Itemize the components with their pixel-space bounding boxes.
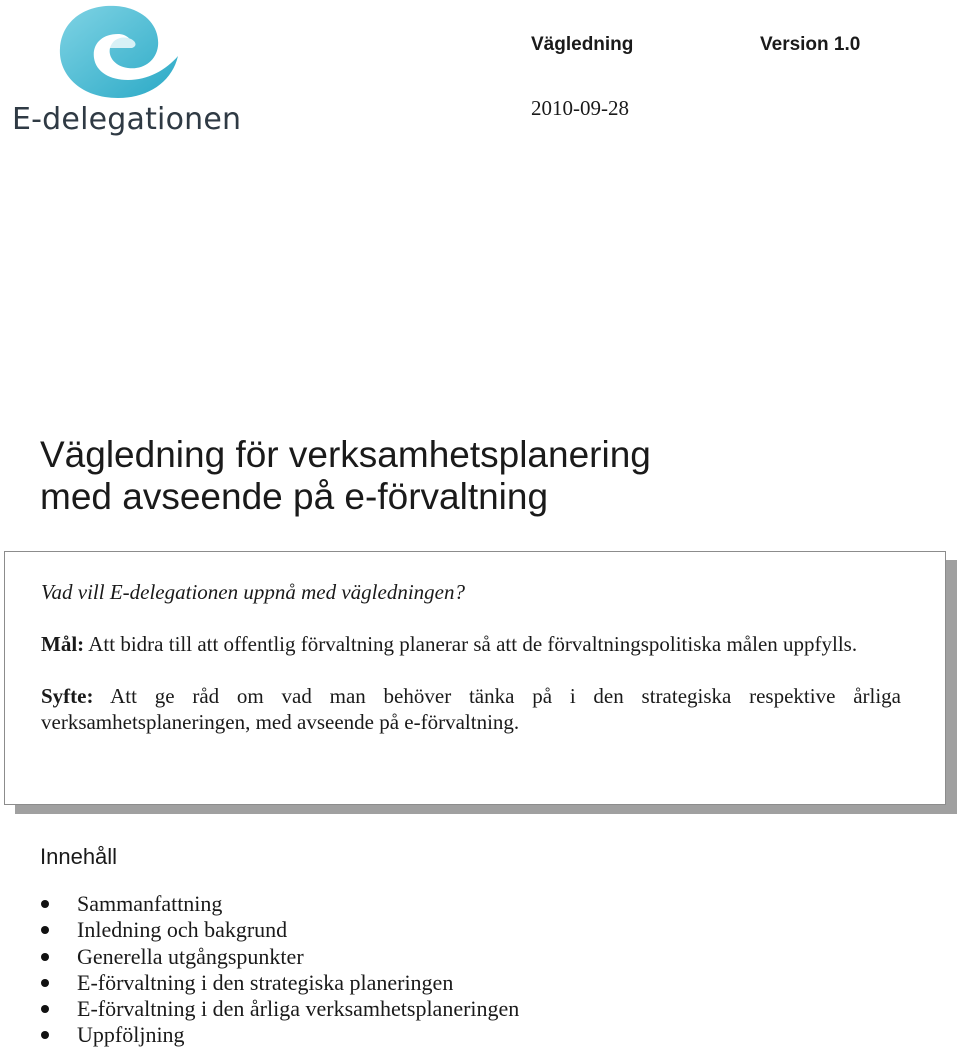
bullet-icon bbox=[41, 953, 49, 961]
bullet-icon bbox=[41, 1031, 49, 1039]
goal-text: Att bidra till att offentlig förvaltning planerar så att de förvaltningspolitiska målen uppfylls. bbox=[88, 632, 858, 656]
summary-question: Vad vill E-delegationen uppnå med vägledningen? bbox=[41, 580, 465, 604]
purpose-text: Att ge råd om vad man behöver tänka på i den strategiska respektive årliga verksamhetsplaneringen, med avseende på e-förvaltning. bbox=[41, 684, 901, 734]
contents-item-label: E-förvaltning i den årliga verksamhetsplaneringen bbox=[77, 996, 520, 1022]
summary-box bbox=[4, 551, 946, 805]
contents-item bbox=[40, 970, 519, 996]
contents-item bbox=[40, 1022, 519, 1048]
document-version: Version 1.0 bbox=[760, 34, 861, 55]
contents-item-label: E-förvaltning i den strategiska planeringen bbox=[77, 969, 454, 995]
document-type: Vägledning bbox=[531, 34, 634, 55]
bullet-icon bbox=[41, 900, 49, 908]
contents-item-label: Generella utgångspunkter bbox=[77, 943, 304, 969]
goal-paragraph bbox=[41, 631, 901, 657]
contents-item bbox=[40, 891, 519, 917]
goal-label: Mål: bbox=[41, 632, 85, 656]
document-title bbox=[40, 434, 651, 518]
contents-item-label: Uppföljning bbox=[77, 1022, 185, 1048]
bullet-icon bbox=[41, 1005, 49, 1013]
e-delegationen-logo bbox=[8, 2, 242, 152]
logo-text: E-delegationen bbox=[12, 102, 242, 137]
contents-heading: Innehåll bbox=[40, 844, 118, 869]
document-date: 2010-09-28 bbox=[531, 96, 629, 120]
purpose-label: Syfte: bbox=[41, 684, 94, 708]
swirl-logo-icon bbox=[56, 2, 186, 102]
title-line-2: med avseende på e-förvaltning bbox=[40, 476, 549, 517]
bullet-icon bbox=[41, 979, 49, 987]
contents-list bbox=[40, 891, 519, 1049]
title-line-1: Vägledning för verksamhetsplanering bbox=[40, 434, 651, 475]
contents-item bbox=[40, 996, 519, 1022]
contents-item bbox=[40, 917, 519, 943]
contents-item-label: Sammanfattning bbox=[77, 891, 223, 916]
purpose-paragraph bbox=[41, 683, 901, 735]
contents-item bbox=[40, 944, 519, 970]
contents-item-label: Inledning och bakgrund bbox=[77, 917, 288, 943]
bullet-icon bbox=[41, 926, 49, 934]
